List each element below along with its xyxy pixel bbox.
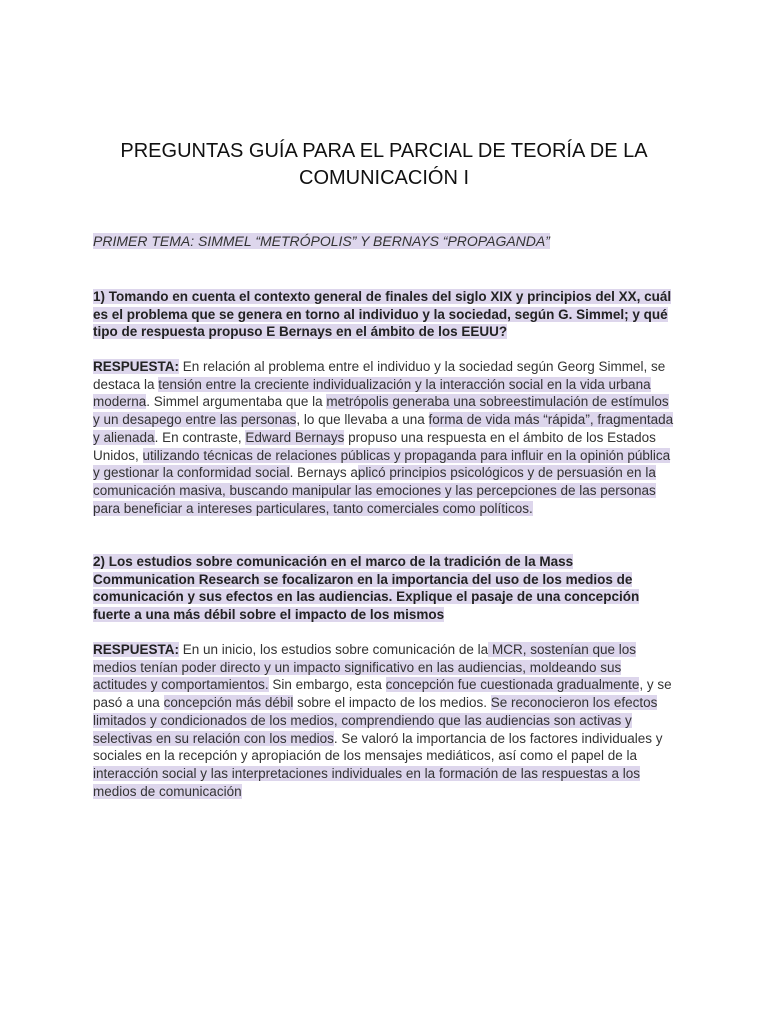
answer-1-highlight: forma de vida más “rápida”, fragmentada y alienada <box>93 412 674 445</box>
answer-1-highlight: Edward Bernays <box>245 429 345 445</box>
answer-2-label: RESPUESTA: <box>93 642 180 657</box>
question-1 <box>93 288 678 341</box>
title-line-2: COMUNICACIÓN I <box>299 167 469 189</box>
question-2-text: 2) Los estudios sobre comunicación en el marco de la tradición de la Mass Communication Research se focalizaron en la importancia del uso de los medios de comunicación y sus efectos en las audiencias. Explique el pasaje de una concepción fuerte a una más débil sobre el impacto de los mismos <box>93 554 640 623</box>
answer-2-text: . Se valoró la importancia de los factores individuales y sociales en la recepción y apropiación de los mensajes mediáticos, así como el papel de la <box>93 730 663 764</box>
question-2 <box>93 553 678 624</box>
answer-1-text: . Simmel argumentaba que la <box>146 394 327 410</box>
answer-2-text: sobre el impacto de los medios. <box>293 695 491 711</box>
answer-1-text: . En contraste, <box>154 429 246 445</box>
title-line-1: PREGUNTAS GUÍA PARA EL PARCIAL DE TEORÍA DE LA <box>120 140 648 162</box>
answer-2-highlight: interacción social y las interpretaciones individuales en la formación de las respuestas a los medios de comunicación <box>93 765 641 799</box>
answer-2-text: , y se pasó a una <box>93 677 672 711</box>
answer-1-text: . Bernays a <box>289 465 358 481</box>
answer-2-highlight: concepción fue cuestionada gradualmente <box>385 677 640 693</box>
answer-2-highlight: MCR, sostenían que los medios tenían poder directo y un impacto significativo en las audiencias, moldeando sus actitudes y comportamientos. <box>93 642 637 693</box>
answer-1-highlight: tensión entre la creciente individualización y la interacción social en la vida urbana moderna <box>93 376 651 410</box>
answer-2-text: Sin embargo, esta <box>268 677 386 693</box>
answer-1 <box>93 358 678 517</box>
topic-heading <box>93 233 550 249</box>
answer-2-highlight: concepción más débil <box>163 695 294 711</box>
answer-2 <box>93 641 678 800</box>
answer-1-text: En relación al problema entre el individuo y la sociedad según Georg Simmel, se destaca la <box>93 359 666 392</box>
question-1-text: 1) Tomando en cuenta el contexto general de finales del siglo XIX y principios del XX, cuál es el problema que se genera en torno al individuo y la sociedad, según G. Simmel; y qué tipo de respuesta propuso E Bernays en el ámbito de los EEUU? <box>93 289 672 340</box>
answer-1-highlight: plicó principios psicológicos y de persuasión en la comunicación masiva, buscando manipular las emociones y las percepciones de las personas para beneficiar a intereses particulares, tanto comerciales como políticos. <box>93 465 656 516</box>
answer-1-highlight: metrópolis generaba una sobreestimulación de estímulos y un desapego entre las personas <box>93 394 669 428</box>
answer-1-label: RESPUESTA: <box>93 359 180 374</box>
answer-2-text: En un inicio, los estudios sobre comunicación de la <box>179 642 489 657</box>
answer-1-text: propuso una respuesta en el ámbito de los Estados Unidos, <box>93 429 656 463</box>
answer-1-text: , lo que llevaba a una <box>296 412 429 428</box>
topic-text: PRIMER TEMA: SIMMEL “METRÓPOLIS” Y BERNAYS “PROPAGANDA” <box>93 233 550 249</box>
answer-2-highlight: Se reconocieron los efectos limitados y condicionados de los medios, comprendiendo que las audiencias son activas y selectivas en su relación con los medios <box>93 695 658 746</box>
answer-1-highlight: utilizando técnicas de relaciones públicas y propaganda para influir en la opinión pública y gestionar la conformidad social <box>93 447 671 481</box>
page-title <box>0 138 768 192</box>
